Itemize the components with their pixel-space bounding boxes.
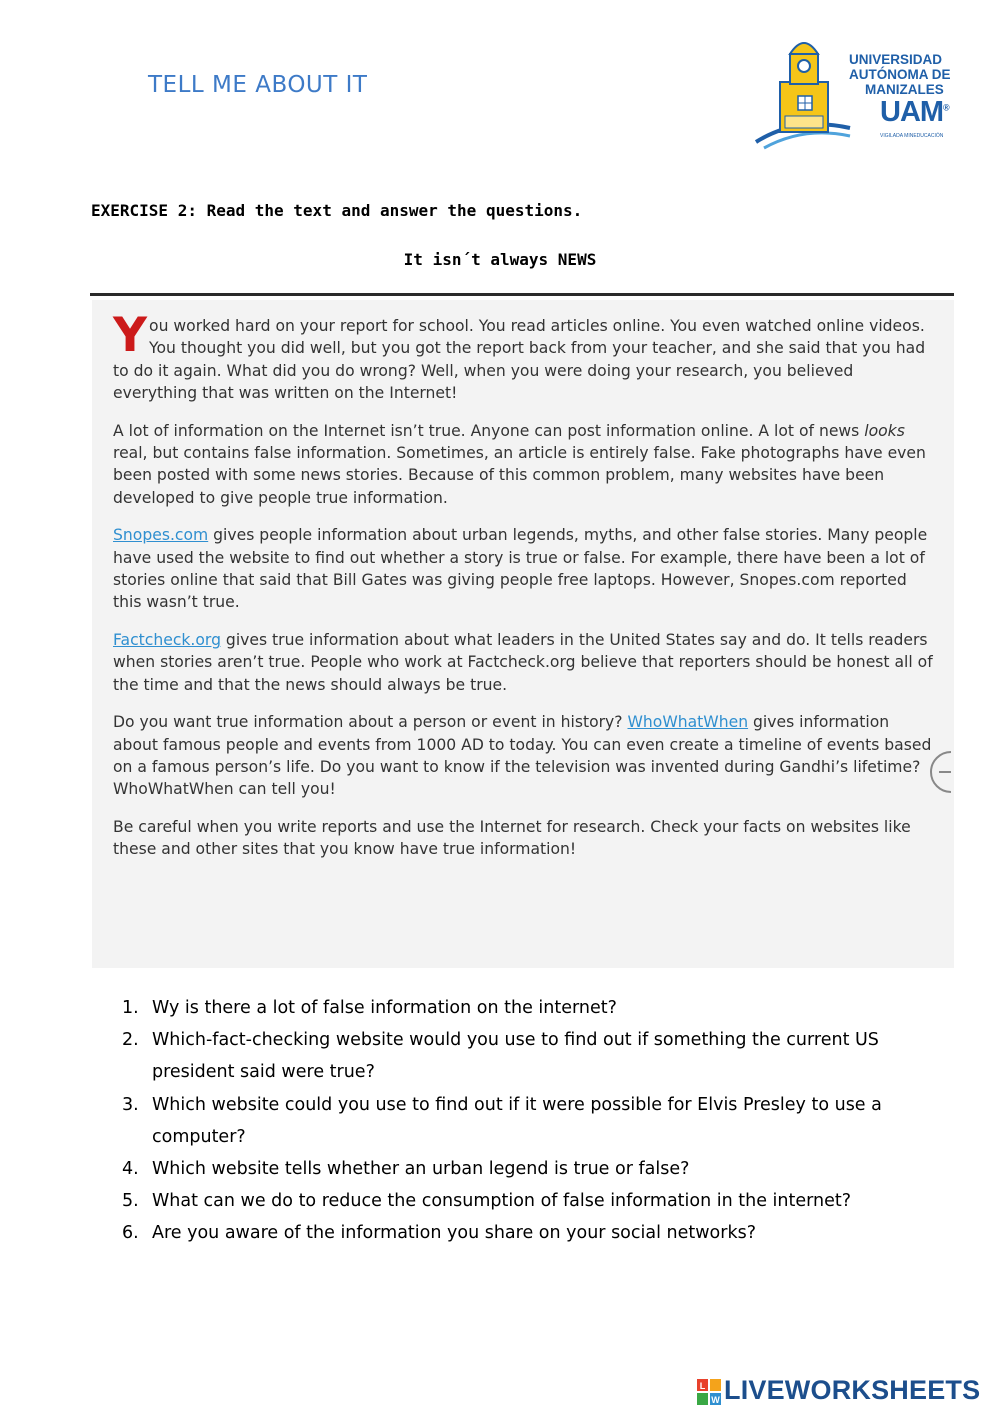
logo-tagline: VIGILADA MINEDUCACIÓN <box>880 133 944 139</box>
question-number: 3. <box>122 1094 139 1115</box>
reading-passage <box>92 300 954 968</box>
logo-letter-l: L <box>699 1381 706 1391</box>
question-item <box>117 1185 937 1217</box>
question-number: 5. <box>122 1191 139 1212</box>
drop-cap: Y <box>113 308 148 363</box>
paragraph-2 <box>113 420 933 510</box>
paragraph-1 <box>113 308 933 405</box>
registered-mark: ® <box>943 102 949 113</box>
question-number: 1. <box>122 998 139 1018</box>
logo-acronym-text: UAM <box>880 96 944 128</box>
question-number: 6. <box>122 1223 139 1244</box>
paragraph-3-text: gives people information about urban legends, myths, and other false stories. Many people have used the website to find out whether a story is true or false. For example, there have been a lot of stories online that said that Bill Gates was giving people free laptops. However, Snopes.com reported this wasn’t true. <box>113 526 928 612</box>
page-turn-icon <box>927 750 951 794</box>
paragraph-2-text-a: A lot of information on the Internet isn’t true. Anyone can post information online. A lot of news <box>113 421 865 440</box>
question-item <box>117 992 937 1024</box>
question-text: Wy is there a lot of false information on the internet? <box>152 998 617 1018</box>
snopes-link[interactable]: Snopes.com <box>113 526 209 545</box>
university-logo <box>752 30 962 154</box>
logo-line-1: UNIVERSIDAD <box>849 52 943 67</box>
logo-line-3: MANIZALES <box>865 82 944 97</box>
question-text: Are you aware of the information you share on your social networks? <box>152 1223 756 1244</box>
question-number: 2. <box>122 1030 139 1051</box>
paragraph-4-text: gives true information about what leaders in the United States say and do. It tells readers when stories aren’t true. People who work at Factcheck.org believe that reporters should be honest all of the time and that the news should always be true. <box>113 630 933 694</box>
question-item <box>117 1217 937 1249</box>
question-number: 4. <box>122 1159 139 1180</box>
logo-acronym <box>880 96 949 129</box>
question-item <box>117 1089 937 1153</box>
logo-letter-w: W <box>711 1395 720 1405</box>
question-item <box>117 1024 937 1088</box>
factcheck-link[interactable]: Factcheck.org <box>113 630 221 649</box>
reading-title: It isn´t always NEWS <box>403 250 597 269</box>
paragraph-6 <box>113 816 933 861</box>
question-text: Which website tells whether an urban legend is true or false? <box>152 1159 690 1180</box>
exercise-instruction: EXERCISE 2: Read the text and answer the questions. <box>91 201 583 220</box>
paragraph-6-text: Be careful when you write reports and use the Internet for research. Check your facts on websites like these and other sites that you know have true information! <box>113 817 911 859</box>
building-emblem-icon <box>752 30 852 150</box>
question-list <box>117 992 937 1250</box>
whowhatwhen-link[interactable]: WhoWhatWhen <box>627 713 749 732</box>
question-text: Which-fact-checking website would you use to find out if something the current US president said were true? <box>152 1030 879 1083</box>
paragraph-1-text: ou worked hard on your report for school. You read articles online. You even watched online videos. You thought you did well, but you got the report back from your teacher, and she said that you had to do it again. What did you do wrong? Well, when you were doing your research, you believed everything that was written on the Internet! <box>113 317 926 403</box>
question-item <box>117 1153 937 1185</box>
paragraph-4 <box>113 629 933 696</box>
paragraph-3 <box>113 524 933 614</box>
liveworksheets-brand: LIVEWORKSHEETS <box>724 1375 981 1405</box>
worksheet-title: TELL ME ABOUT IT <box>148 72 368 98</box>
question-text: What can we do to reduce the consumption of false information in the internet? <box>152 1191 852 1212</box>
logo-line-2: AUTÓNOMA DE <box>849 67 951 82</box>
paragraph-5-text-a: Do you want true information about a person or event in history? <box>113 713 628 732</box>
divider <box>90 293 954 296</box>
question-text: Which website could you use to find out if it were possible for Elvis Presley to use a computer? <box>152 1094 882 1147</box>
liveworksheets-footer <box>697 1375 997 1411</box>
paragraph-5 <box>113 711 933 801</box>
paragraph-2-text-b: real, but contains false information. Sometimes, an article is entirely false. Fake photographs have even been posted with some news stories. Because of this common problem, many websites have been developed to give people true information. <box>113 444 926 507</box>
liveworksheets-logo-icon <box>697 1379 721 1405</box>
paragraph-5-text-b: gives information about famous people and events from 1000 AD to today. You can even create a timeline of events based on a famous person’s life. Do you want to know if the television was invented during Gandhi’s lifetime? WhoWhatWhen can tell you! <box>113 713 932 799</box>
paragraph-2-emphasis: looks <box>864 421 905 440</box>
